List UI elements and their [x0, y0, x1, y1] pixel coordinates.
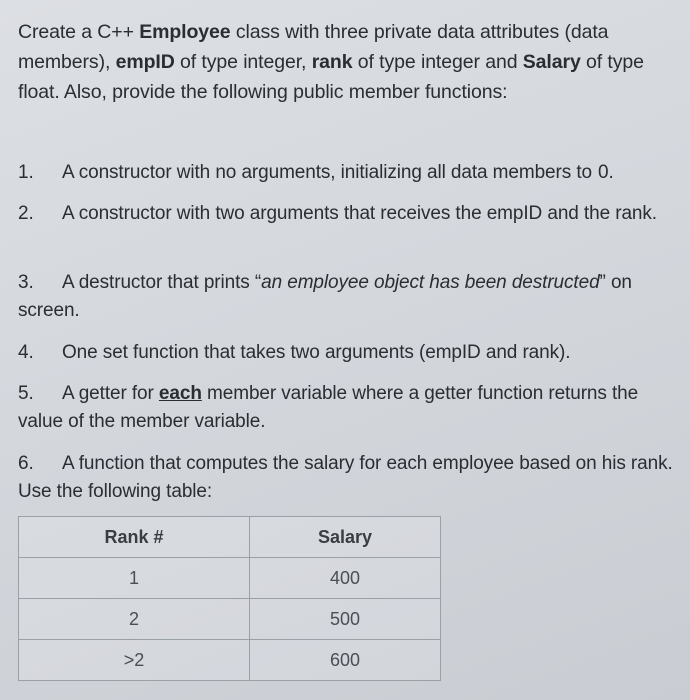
item-number: 5. — [18, 383, 34, 404]
table-header-row — [19, 517, 441, 558]
item-quote: an employee object has been destructed — [261, 272, 600, 293]
column-header-salary: Salary — [250, 517, 441, 558]
intro-text: Create a C++ — [18, 21, 140, 43]
item-text: A getter for — [62, 383, 159, 404]
item-number: 3. — [18, 272, 34, 293]
item-number: 2. — [18, 203, 34, 224]
item-text: A destructor that prints “ — [62, 272, 262, 293]
item-text: A constructor with two arguments that receives the empID and the rank. — [62, 203, 657, 224]
item-text-tail: 0. — [597, 162, 614, 183]
intro-text: class with three private data attributes (data members), — [18, 21, 609, 73]
table-row — [19, 640, 441, 681]
class-name: Employee — [139, 21, 231, 43]
intro-text: of type float. Also, provide the following public member functions: — [18, 51, 644, 103]
list-item-5 — [18, 380, 680, 436]
intro-paragraph — [18, 17, 678, 107]
item-number: 6. — [18, 453, 34, 474]
rank-cell: 1 — [19, 558, 250, 599]
item-emphasis: each — [158, 383, 202, 404]
table-row — [19, 558, 441, 599]
intro-text: of type integer and — [352, 51, 523, 73]
attr-salary: Salary — [522, 51, 581, 73]
item-number: 1. — [18, 162, 34, 183]
list-item-6 — [18, 450, 680, 506]
salary-cell: 400 — [250, 558, 441, 599]
column-header-rank: Rank # — [19, 517, 250, 558]
intro-text: of type integer, — [174, 51, 312, 73]
salary-table — [18, 516, 441, 681]
list-item-4 — [18, 339, 680, 367]
rank-cell: 2 — [19, 599, 250, 640]
list-item-1 — [18, 159, 680, 187]
attr-rank: rank — [311, 51, 353, 73]
salary-cell: 500 — [250, 599, 441, 640]
item-text: A constructor with no arguments, initializing all data members to — [62, 162, 592, 183]
item-number: 4. — [18, 342, 34, 363]
item-text: ” on screen. — [18, 272, 632, 321]
item-text: member variable where a getter function returns the value of the member variable. — [18, 383, 639, 432]
salary-cell: 600 — [250, 640, 441, 681]
table-row — [19, 599, 441, 640]
rank-cell: >2 — [19, 640, 250, 681]
item-text: A function that computes the salary for each employee based on his rank. Use the following table: — [18, 453, 673, 502]
list-item-3 — [18, 269, 680, 325]
item-text: One set function that takes two arguments (empID and rank). — [62, 342, 571, 363]
list-item-2 — [18, 200, 680, 228]
attr-empid: empID — [115, 51, 175, 73]
